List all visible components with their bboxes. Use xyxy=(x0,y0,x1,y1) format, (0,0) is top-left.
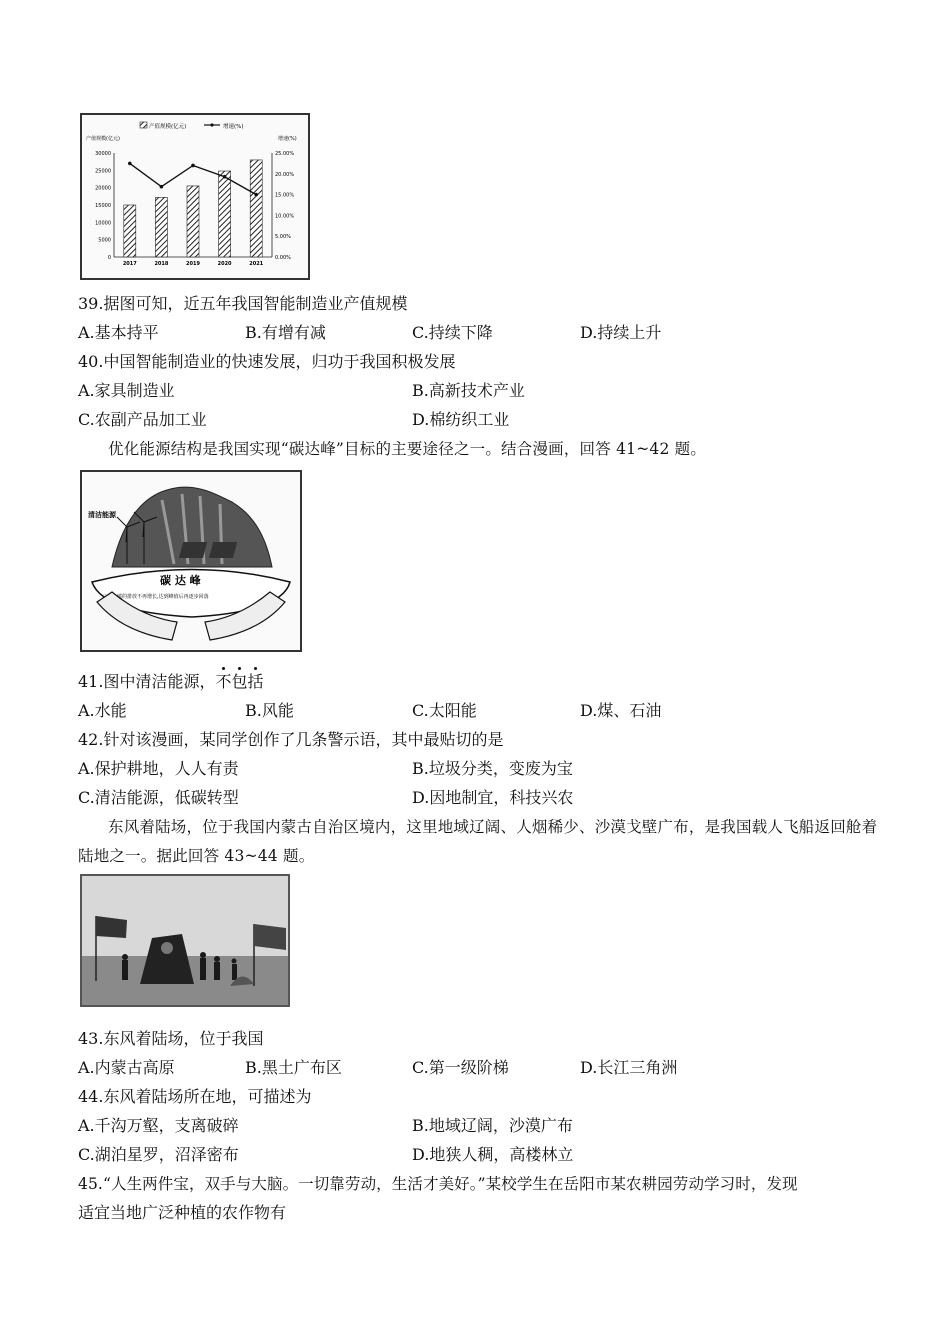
legend-line-label: 增速(%) xyxy=(223,124,244,130)
q43-option-a[interactable]: A.内蒙古高原 xyxy=(78,1058,175,1077)
q39-option-a[interactable]: A.基本持平 xyxy=(78,323,159,342)
q43-option-c[interactable]: C.第一级阶梯 xyxy=(412,1058,509,1077)
x-tick-label: 2017 xyxy=(122,261,137,267)
bar-2021 xyxy=(250,160,262,257)
left-tick-label: 20000 xyxy=(95,185,111,192)
left-tick-label: 15000 xyxy=(95,203,111,209)
growth-point-2019 xyxy=(191,164,195,168)
q41-stem: 41.图中清洁能源，不包括 xyxy=(78,672,264,691)
q43-option-d[interactable]: D.长江三角洲 xyxy=(580,1058,678,1077)
right-tick-label: 10.00% xyxy=(275,213,295,220)
q42-option-b[interactable]: B.垃圾分类，变废为宝 xyxy=(412,759,573,778)
right-tick-label: 0.00% xyxy=(275,255,291,261)
left-tick-label: 30000 xyxy=(95,151,111,157)
q44-stem: 44.东风着陆场所在地，可描述为 xyxy=(78,1087,312,1106)
landing-site-photo xyxy=(80,874,290,1007)
x-tick-label: 2019 xyxy=(186,261,200,267)
x-tick-label: 2020 xyxy=(217,261,232,267)
q43-option-b[interactable]: B.黑土广布区 xyxy=(245,1058,342,1077)
right-flag xyxy=(254,924,286,950)
left-tick-label: 5000 xyxy=(98,237,111,244)
q39-option-d[interactable]: D.持续上升 xyxy=(580,323,662,342)
left-tick-label: 10000 xyxy=(95,220,111,227)
q41-option-b[interactable]: B.风能 xyxy=(245,701,294,720)
emphasis-dot xyxy=(254,667,257,670)
q40-option-a[interactable]: A.家具制造业 xyxy=(78,381,175,400)
q40-option-b[interactable]: B.高新技术产业 xyxy=(412,381,525,400)
x-tick-label: 2021 xyxy=(249,261,264,267)
q43-stem: 43.东风着陆场，位于我国 xyxy=(78,1029,264,1048)
q44-option-a[interactable]: A.千沟万壑，支离破碎 xyxy=(78,1116,239,1135)
bar-2018 xyxy=(155,197,167,257)
q44-option-c[interactable]: C.湖泊星罗，沼泽密布 xyxy=(78,1145,239,1164)
bar-2019 xyxy=(187,186,199,257)
legend-line-marker xyxy=(210,123,213,126)
intro-43-44: 东风着陆场，位于我国内蒙古自治区境内，这里地域辽阔、人烟稀少、沙漠戈壁广布，是我国载人飞船返回舱着陆地之一。据此回答 43~44 题。 xyxy=(78,818,878,865)
peak-caption: 二氧化碳的排放不再增长,达到峰值后再逐步回落 xyxy=(102,594,209,600)
carbon-peak-cartoon xyxy=(80,470,302,652)
growth-point-2017 xyxy=(128,162,132,166)
q44-option-d[interactable]: D.地狭人稠，高楼林立 xyxy=(412,1145,574,1164)
q45-stem-line1: 45.“人生两件宝，双手与大脑。一切靠劳动，生活才美好。”某校学生在岳阳市某农耕园劳动学习时，发现 xyxy=(78,1175,798,1193)
right-tick-label: 5.00% xyxy=(275,234,291,241)
right-tick-label: 20.00% xyxy=(275,171,295,178)
q39-stem: 39.据图可知，近五年我国智能制造业产值规模 xyxy=(78,294,408,313)
left-axis-title: 产值规模(亿元) xyxy=(86,136,120,142)
chart-svg xyxy=(82,115,308,278)
intro-41-42: 优化能源结构是我国实现“碳达峰”目标的主要途径之一。结合漫画，回答 41~42 题。 xyxy=(108,440,707,458)
q44-option-b[interactable]: B.地域辽阔，沙漠广布 xyxy=(412,1116,573,1135)
bar-2017 xyxy=(124,205,136,257)
q42-stem: 42.针对该漫画，某同学创作了几条警示语，其中最贴切的是 xyxy=(78,730,504,749)
right-axis-title: 增速(%) xyxy=(278,136,297,142)
q40-option-d[interactable]: D.棉纺织工业 xyxy=(412,410,510,429)
q42-option-a[interactable]: A.保护耕地，人人有责 xyxy=(78,759,239,778)
emphasis-dot xyxy=(238,667,241,670)
emphasis-dot xyxy=(222,667,225,670)
growth-point-2021 xyxy=(254,193,258,197)
q41-option-c[interactable]: C.太阳能 xyxy=(412,701,477,720)
clean-energy-label: 清洁能源 xyxy=(88,511,116,519)
q40-stem: 40.中国智能制造业的快速发展，归功于我国积极发展 xyxy=(78,352,456,371)
growth-point-2018 xyxy=(160,185,164,189)
x-tick-label: 2018 xyxy=(154,261,169,267)
left-tick-label: 25000 xyxy=(95,168,111,175)
bar-2020 xyxy=(219,171,231,257)
legend-bar-label: 产值规模(亿元) xyxy=(149,124,187,130)
q39-option-c[interactable]: C.持续下降 xyxy=(412,323,493,342)
right-tick-label: 15.00% xyxy=(275,192,295,199)
q45-stem-line2: 适宜当地广泛种植的农作物有 xyxy=(78,1203,287,1222)
q42-option-d[interactable]: D.因地制宜，科技兴农 xyxy=(412,788,574,807)
growth-point-2020 xyxy=(223,175,227,179)
left-tick-label: 0 xyxy=(107,255,111,261)
q41-option-d[interactable]: D.煤、石油 xyxy=(580,701,662,720)
q42-option-c[interactable]: C.清洁能源，低碳转型 xyxy=(78,788,239,807)
q41-option-a[interactable]: A.水能 xyxy=(78,701,127,720)
legend-bar-swatch xyxy=(140,122,147,128)
right-tick-label: 25.00% xyxy=(275,151,295,157)
q39-option-b[interactable]: B.有增有减 xyxy=(245,323,326,342)
q40-option-c[interactable]: C.农副产品加工业 xyxy=(78,410,207,429)
peak-label: 碳 达 峰 xyxy=(160,574,201,587)
value-growth-chart xyxy=(80,113,310,280)
